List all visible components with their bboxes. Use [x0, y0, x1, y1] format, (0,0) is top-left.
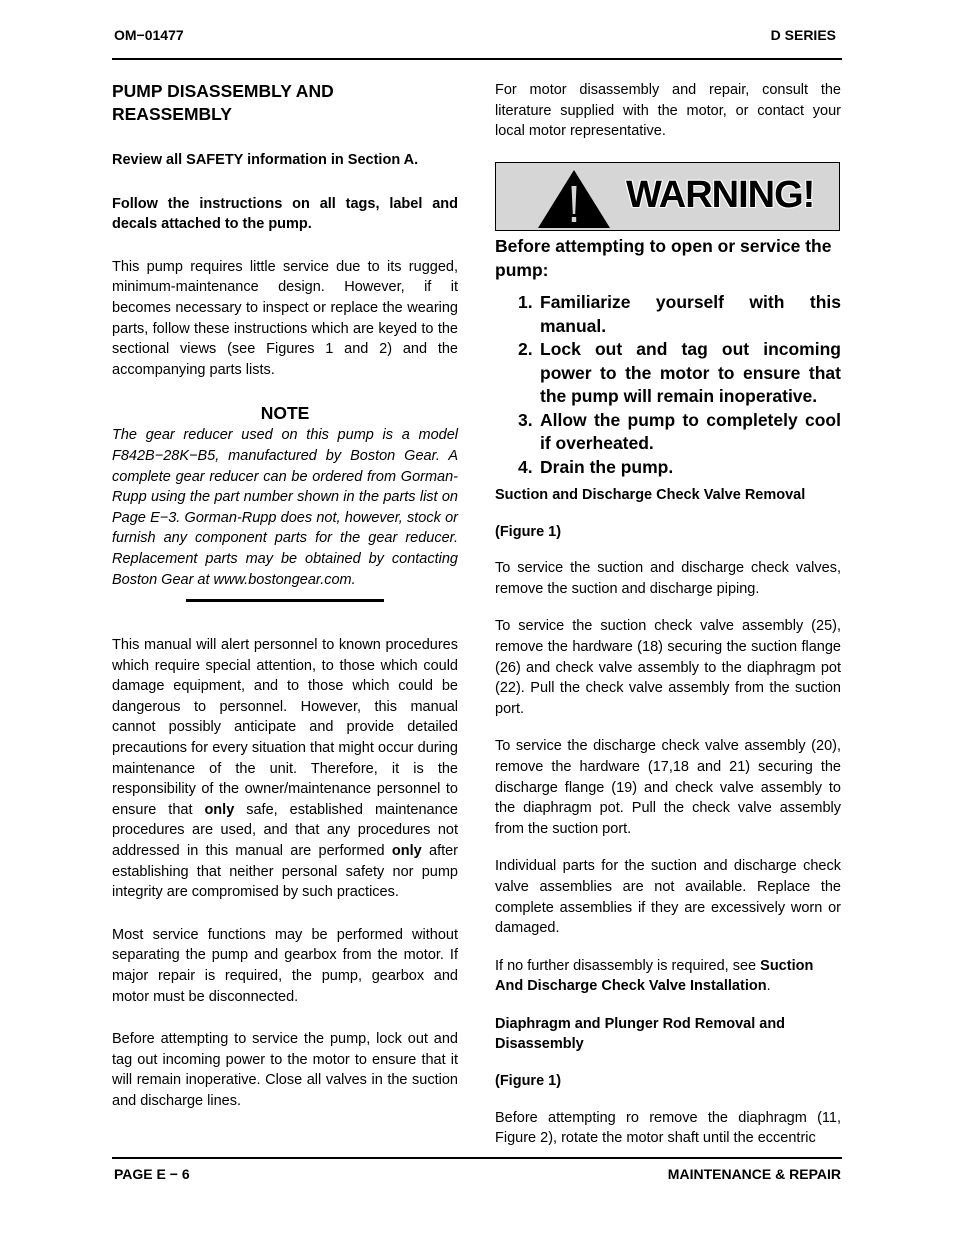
- warning-step: [495, 409, 841, 456]
- section-title-line2: REASSEMBLY: [112, 104, 232, 124]
- lockout-paragraph: Before attempting to service the pump, lock out and tag out incoming power to the motor to ensure that it will remain inoperative. Close all valves in the suction and discharge lines.: [112, 1031, 458, 1109]
- step-number: 3.: [518, 409, 533, 430]
- warning-label: WARNING!: [626, 174, 815, 216]
- check-valve-paragraph-1: To service the suction and discharge check valves, remove the suction and discharge piping.: [495, 560, 841, 597]
- footer-rule: [112, 1157, 842, 1159]
- left-column: [112, 80, 458, 1112]
- warning-triangle-icon: [536, 168, 612, 230]
- warning-lead: Before attempting to open or service the pump:: [495, 236, 832, 280]
- emphasis-only: only: [204, 801, 235, 818]
- manual-alert-paragraph: [112, 635, 458, 903]
- step-text: Drain the pump.: [540, 456, 674, 477]
- manual-text-c: after establishing that neither personal safety nor pump integrity are compromised by such practices.: [112, 843, 459, 901]
- step-text: Allow the pump to completely cool if overheated.: [540, 409, 841, 453]
- manual-text-a: This manual will alert personnel to known procedures which require special attention, to those which could damage equipment, and to those which could be dangerous to personnel. However, this manual cannot possibly anticipate and provide detailed precautions for every situation that might occur during maintenance of the unit. Therefore, it is the responsibility of the owner/maintenance personnel to ensure that: [112, 637, 458, 818]
- service-functions-paragraph: Most service functions may be performed without separating the pump and gearbox from the motor. If major repair is required, the pump, gearbox and motor must be disconnected.: [112, 926, 458, 1005]
- period: .: [766, 978, 771, 995]
- diaphragm-heading: Diaphragm and Plunger Rod Removal and Disassembly: [495, 1015, 786, 1053]
- see-text: If no further disassembly is required, see: [495, 957, 757, 974]
- check-valve-paragraph-3: To service the discharge check valve assembly (20), remove the hardware (17,18 and 21) securing the discharge flange (19) and check valve assembly to the diaphragm pot. Pull the check valve assembly from the suction port.: [495, 738, 841, 837]
- section-title-line1: PUMP DISASSEMBLY AND: [112, 81, 334, 101]
- step-number: 1.: [518, 292, 533, 312]
- header-rule: [112, 58, 842, 60]
- step-text: Familiarize yourself with this manual.: [540, 292, 841, 336]
- check-valve-paragraph-5: [495, 956, 841, 997]
- step-number: 4.: [518, 456, 533, 477]
- warning-step: [495, 338, 841, 409]
- review-safety: Review all SAFETY information in Section A.: [112, 152, 419, 168]
- motor-paragraph-block: [495, 80, 841, 142]
- right-column: [495, 235, 841, 1149]
- diaphragm-paragraph: Before attempting ro remove the diaphragm (11, Figure 2), rotate the motor shaft until the eccentric: [495, 1109, 841, 1147]
- emphasis-only: only: [391, 843, 422, 860]
- note-title: NOTE: [260, 403, 310, 424]
- check-valve-paragraph-4: Individual parts for the suction and discharge check valve assemblies are not available. Replace the complete assemblies if they are excessively worn or damaged.: [495, 858, 841, 937]
- figure-ref: (Figure 1): [495, 1073, 562, 1090]
- page-number: PAGE E − 6: [114, 1166, 190, 1182]
- section-title: [112, 80, 458, 126]
- section-name: MAINTENANCE & REPAIR: [667, 1166, 841, 1182]
- check-valve-heading: Suction and Discharge Check Valve Removal: [495, 487, 806, 503]
- cross-reference: Suction And Discharge Check Valve Installation: [495, 957, 814, 995]
- note-text: The gear reducer used on this pump is a model F842B−28K−B5, manufactured by Boston Gear. A complete gear reducer can be ordered from Gorman-Rupp using the part number shown in the parts list on Page E−3. Gorman-Rupp does not, however, stock or furnish any component parts for the gear reducer. Replacement parts may be obtained by contacting Boston Gear at www.bostongear.com.: [112, 427, 458, 588]
- follow-tags: Follow the instructions on all tags, label and decals attached to the pump.: [112, 195, 458, 233]
- warning-steps: [495, 291, 841, 479]
- check-valve-paragraph-2: To service the suction check valve assembly (25), remove the hardware (18) securing the suction flange (26) and check valve assembly to the diaphragm pot (22). Pull the check valve assembly from the suction port.: [495, 618, 841, 717]
- series-label: D SERIES: [770, 27, 836, 43]
- doc-number: OM−01477: [114, 27, 184, 43]
- warning-step: [495, 291, 841, 338]
- step-text: Lock out and tag out incoming power to the motor to ensure that the pump will remain inoperative.: [540, 339, 841, 406]
- warning-banner: [495, 162, 840, 231]
- motor-paragraph: For motor disassembly and repair, consult the literature supplied with the motor, or contact your local motor representative.: [495, 82, 841, 140]
- warning-step: [495, 456, 841, 480]
- step-number: 2.: [518, 339, 533, 359]
- figure-ref: (Figure 1): [495, 523, 562, 540]
- note-end-rule: [186, 599, 384, 602]
- service-paragraph: This pump requires little service due to its rugged, minimum-maintenance design. However, if it becomes necessary to inspect or replace the wearing parts, follow these instructions which are keyed to the sectional views (see Figures 1 and 2) and the accompanying parts lists.: [112, 258, 458, 378]
- manual-text-b: safe, established maintenance procedures are used, and that any procedures not addressed in this manual are performed: [112, 801, 458, 860]
